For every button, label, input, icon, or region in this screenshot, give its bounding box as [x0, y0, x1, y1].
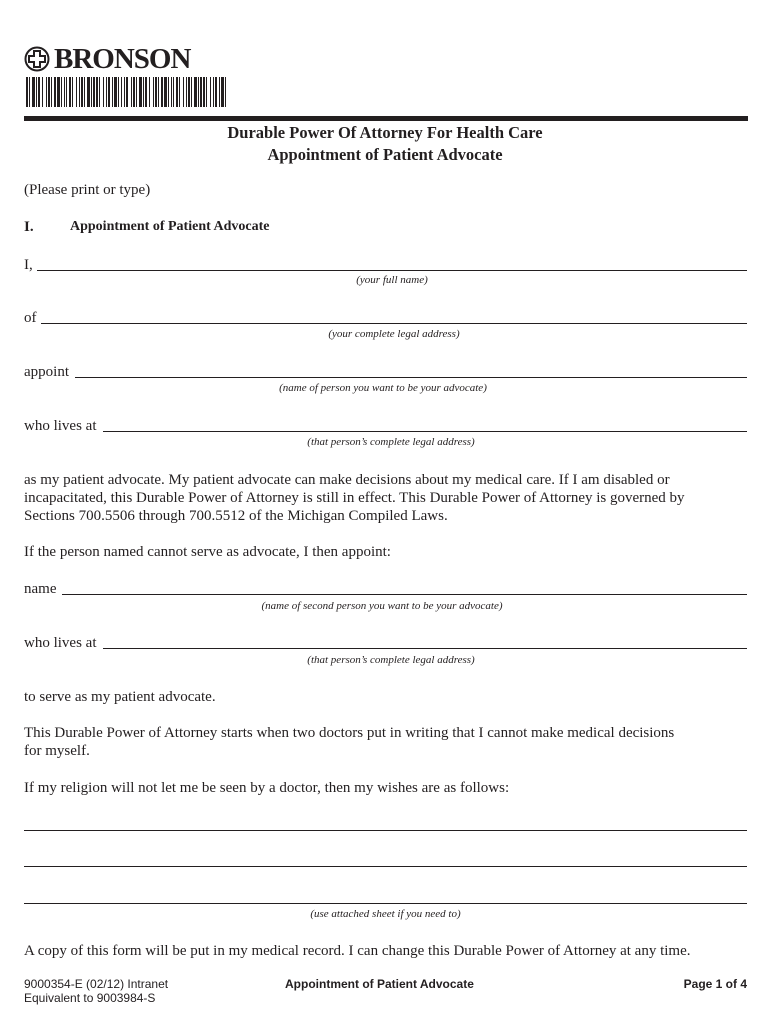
second-address-caption: (that person’s complete legal address): [307, 654, 475, 666]
wishes-caption: (use attached sheet if you need to): [310, 908, 461, 920]
advocate-caption: (name of person you want to be your advocate): [279, 382, 487, 394]
advocate-label: appoint: [24, 364, 69, 380]
full-name-caption: (your full name): [356, 274, 428, 286]
brand-logo: [24, 44, 190, 74]
form-title: Durable Power Of Attorney For Health Care: [227, 123, 543, 142]
advocate-address-field[interactable]: [103, 431, 747, 432]
start-condition-line-2: for myself.: [24, 743, 90, 759]
equivalent-form: Equivalent to 9003984-S: [24, 991, 156, 1005]
advocate-address-caption: (that person’s complete legal address): [307, 436, 475, 448]
header-rule: [24, 116, 748, 121]
wishes-line-3[interactable]: [24, 903, 747, 904]
page-number: Page 1 of 4: [683, 977, 747, 991]
section-heading: Appointment of Patient Advocate: [70, 219, 270, 234]
form-number: 9000354-E (02/12) Intranet: [24, 977, 169, 991]
alternate-intro: If the person named cannot serve as advocate, I then appoint:: [24, 544, 391, 560]
wishes-line-1[interactable]: [24, 830, 747, 831]
bronson-cross-icon: [24, 46, 50, 72]
advocate-address-label: who lives at: [24, 418, 97, 434]
instructions: (Please print or type): [24, 182, 151, 198]
governing-paragraph-line-2: incapacitated, this Durable Power of Attorney is still in effect. This Durable Power of Attorney is governed by: [24, 490, 685, 506]
second-name-caption: (name of second person you want to be your advocate): [261, 600, 503, 612]
advocate-name-field[interactable]: [75, 377, 747, 378]
brand-name: BRONSON: [54, 43, 191, 75]
serve-statement: to serve as my patient advocate.: [24, 689, 216, 705]
second-address-field[interactable]: [103, 648, 747, 649]
address-field[interactable]: [41, 323, 747, 324]
governing-paragraph-line-1: as my patient advocate. My patient advocate can make decisions about my medical care. If I am disabled or: [24, 472, 670, 488]
second-address-label: who lives at: [24, 635, 97, 651]
record-statement: A copy of this form will be put in my medical record. I can change this Durable Power of Attorney at any time.: [24, 943, 691, 959]
wishes-line-2[interactable]: [24, 866, 747, 867]
full-name-field[interactable]: [37, 270, 747, 271]
second-name-field[interactable]: [62, 594, 747, 595]
address-caption: (your complete legal address): [328, 328, 460, 340]
form-subtitle: Appointment of Patient Advocate: [267, 145, 503, 164]
address-label: of: [24, 310, 37, 326]
section-number: I.: [24, 219, 34, 235]
footer-form-name: Appointment of Patient Advocate: [285, 977, 474, 991]
full-name-label: I,: [24, 257, 33, 273]
second-name-label: name: [24, 581, 57, 597]
barcode-icon: [26, 77, 228, 107]
religion-wishes-intro: If my religion will not let me be seen by a doctor, then my wishes are as follows:: [24, 780, 510, 796]
governing-paragraph-line-3: Sections 700.5506 through 700.5512 of the Michigan Compiled Laws.: [24, 508, 448, 524]
start-condition-line-1: This Durable Power of Attorney starts when two doctors put in writing that I cannot make medical decisions: [24, 725, 675, 741]
